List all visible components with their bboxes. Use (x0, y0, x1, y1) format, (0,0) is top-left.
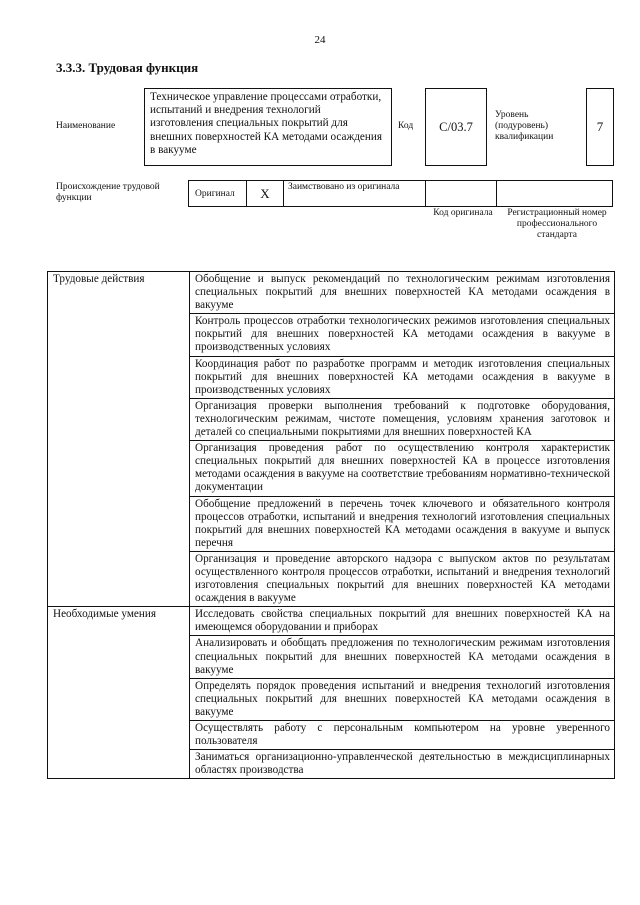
section-title: 3.3.3. Трудовая функция (56, 60, 199, 75)
table-cell: Организация проверки выполнения требований к подготовке оборудования, технологическим режимам, чистоте помещения, условиям хранения заготовок и деталей со специальными покрытиями для внешних поверхностей КА (190, 398, 615, 440)
original-label: Оригинал (188, 180, 247, 207)
table-row (48, 272, 615, 314)
borrowed-label: Заимствовано из оригинала (283, 180, 426, 207)
name-label: Наименование (56, 121, 116, 131)
page-number: 24 (314, 34, 326, 46)
function-name: Техническое управление процессами отработки, испытаний и внедрения технологий изготовления специальных покрытий для внешних поверхностей КА методами осаждения в вакууме (144, 88, 392, 166)
section-title-required-skills: Необходимые умения (48, 607, 190, 779)
table-cell: Обобщение предложений в перечень точек ключевого и обязательного контроля процессов отработки, испытаний и внедрения технологий изготовления специальных покрытий для внешних поверхностей КА методами осаждения в вакууме и выпуск перечня (190, 496, 615, 551)
origin-label: Происхождение трудовой функции (56, 182, 160, 203)
reg-number-caption: Регистрационный номер профессионального стандарта (507, 208, 607, 240)
table-cell: Контроль процессов отработки технологических режимов изготовления специальных покрытий для внешних поверхностей КА методами осаждения в вакууме в производственных условиях (190, 314, 615, 356)
table-row (48, 607, 615, 636)
reg-number-cell (496, 180, 613, 207)
table-cell: Исследовать свойства специальных покрытий для внешних поверхностей КА на имеющемся оборудовании и приборах (190, 607, 615, 636)
original-mark: X (246, 180, 284, 207)
table-cell: Осуществлять работу с персональным компьютером на уровне уверенного пользователя (190, 721, 615, 750)
table-cell: Обобщение и выпуск рекомендаций по технологическим режимам изготовления специальных покрытий для внешних поверхностей КА методами осаждения в вакууме (190, 272, 615, 314)
table-cell: Определять порядок проведения испытаний и внедрения технологий изготовления специальных покрытий для внешних поверхностей КА методами осаждения в вакууме (190, 678, 615, 720)
section-title-labor-actions: Трудовые действия (48, 272, 190, 607)
code-label: Код (398, 121, 414, 131)
table-cell: Заниматься организационно-управленческой деятельностью в междисциплинарных областях производства (190, 750, 615, 779)
code-original-caption: Код оригинала (433, 208, 493, 218)
labor-function-table (47, 271, 615, 779)
original-code-cell (425, 180, 497, 207)
qualification-level-label: Уровень (подуровень) квалификации (495, 110, 554, 142)
table-cell: Координация работ по разработке программ и методик изготовления специальных покрытий для внешних поверхностей КА методами осаждения в вакууме в производственных условиях (190, 356, 615, 398)
origin-row (188, 180, 614, 207)
table-cell: Анализировать и обобщать предложения по технологическим режимам изготовления специальных покрытий для внешних поверхностей КА методами осаждения в вакууме (190, 636, 615, 678)
function-code: C/03.7 (425, 88, 487, 166)
table-cell: Организация и проведение авторского надзора с выпуском актов по результатам осуществленного контроля процессов отработки, испытаний и внедрения технологий изготовления специальных покрытий для внешних поверхностей КА методами осаждения в вакууме (190, 551, 615, 606)
qualification-level: 7 (586, 88, 614, 166)
table-cell: Организация проведения работ по осуществлению контроля характеристик специальных покрытий для внешних поверхностей КА в процессе изготовления методами осаждения в вакууме на соответствие требованиям нормативно-технической документации (190, 441, 615, 496)
